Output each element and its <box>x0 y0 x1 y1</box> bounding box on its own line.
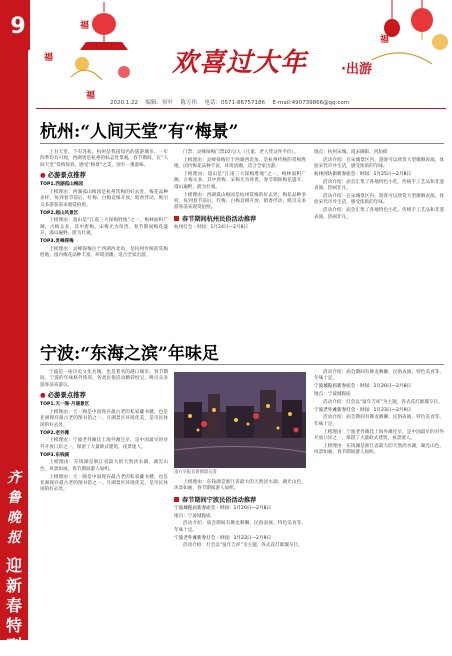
event-line: 宁波城隍庙新春庙会 · 时间：1月20日—2月8日 <box>314 384 412 390</box>
event-line: 活动介绍：灯会以“鼠年吉祥”为主题，各式花灯璀璨夺目。 <box>183 543 303 549</box>
section-heading: 春节期间杭州民俗活动推荐 <box>174 215 306 224</box>
lead-paragraph: 上有天堂，下有苏杭。杭州是我国知名的旅游城市。一年四季均有可观，西湖更是杭州的标志性景观。春节期间，在“人间天堂”赏梅探春，感受“梅景”之美，别有一番滋味。 <box>40 150 168 168</box>
banner-title: 欢喜过大年 <box>172 48 308 78</box>
event-line: 宁波老外滩新春灯会 · 时间：1月23日—2月9日 <box>314 407 412 413</box>
page-number: 9 <box>0 0 36 52</box>
masthead <box>30 0 450 112</box>
event-line: 杭州河坊街新春庙会 · 时间：1月25日—2月8日 <box>314 172 412 177</box>
designer: 陈万伟 <box>180 100 198 106</box>
spot-title: TOP2.老外滩 <box>40 430 70 436</box>
spot-text: 上榜理由：东钱湖是浙江省最大的天然淡水湖，湖光山色，风景如画，春节期间游人如织。 <box>40 460 168 472</box>
info-bar <box>110 98 349 106</box>
event-line: 宁波城隍庙新春庙会 · 时间：1月20日—2月8日 <box>174 505 272 511</box>
paper-name: 齐鲁晚报 <box>7 470 21 546</box>
spot-title: TOP1.天一阁·月湖景区 <box>40 402 90 408</box>
event-line: 活动介绍：庙会期间有舞龙舞狮、民俗表演、特色美食等，年味十足。 <box>314 370 444 382</box>
spot-text: 上榜理由：超山是“江南三大探梅胜地”之一，梅林面积广阔，古梅众多，其中唐梅、宋梅尤为珍贵。春节期间梅花盛开，漫山遍野，蔚为壮观。 <box>174 172 306 190</box>
spot-text: 上榜理由：东钱湖是浙江省最大的天然淡水湖，湖光山色，风景如画，春节期间游人如织。 <box>174 480 306 492</box>
editor: 编辑：侯叶 <box>145 100 174 106</box>
fu-character: 福 <box>380 35 390 45</box>
fu-character: 福 <box>80 21 90 31</box>
ningbo-headline: 宁波:“东海之滨”年味足 <box>40 344 219 364</box>
spot-text: 上榜理由：西湖孤山梅园是杭州赏梅的好去处，梅花品种多样，每到春节前后，红梅、白梅竞相开放，暗香浮动，吸引众多游客前来观赏拍照。 <box>40 190 168 208</box>
side-strip-text <box>3 468 25 656</box>
event-line: 活动介绍：庙会期间有舞龙舞狮、民俗表演、特色美食等，年味十足。 <box>174 521 306 533</box>
email: E-mail:490739866@qq.com <box>272 100 350 106</box>
event-line: 地点：杭州宋城、南宋御街、河坊街 <box>314 150 388 155</box>
hangzhou-column-1 <box>40 150 168 336</box>
phone: 电话：0571-86757186 <box>204 100 266 106</box>
ningbo-photo <box>174 372 306 468</box>
spot-text: 上榜理由：东钱湖是浙江省最大的天然淡水湖，湖光山色，风景如画，春节期间游人如织。 <box>314 443 444 456</box>
spot-title: TOP3.东钱湖 <box>40 452 70 458</box>
spot-title: TOP1.西湖孤山梅园 <box>40 182 83 188</box>
banner-subtitle: ·出游 <box>341 62 372 77</box>
lantern-ornament-left <box>66 2 142 92</box>
event-line: 宁波老外滩新春灯会 · 时间：1月23日—2月9日 <box>174 535 272 541</box>
spot-text: 上榜理由：超山是“江南三大探梅胜地”之一，梅林面积广阔，古梅众多，其中唐梅、宋梅尤为珍贵。春节期间梅花盛开，漫山遍野，蔚为壮观。 <box>40 218 168 237</box>
section-title: 迎新春特刊 <box>5 556 22 655</box>
hangzhou-column-3 <box>314 150 444 336</box>
event-line: 活动介绍：庙会期间有舞龙舞狮、民俗表演、特色美食等，年味十足。 <box>314 415 444 427</box>
spot-text: 上榜理由：西湖孤山梅园是杭州赏梅的好去处，梅花品种多样，每到春节前后，红梅、白梅竞相开放，暗香浮动，吸引众多游客前来观赏拍照。 <box>174 192 306 211</box>
masthead-rule <box>36 108 446 109</box>
hangzhou-column-2 <box>174 150 306 336</box>
event-line: 活动介绍：在宋城景区内，游客可以欣赏大型歌舞表演，体验宋代市井生活，感受浓浓的年味。 <box>314 194 444 206</box>
ningbo-column-3 <box>314 370 444 636</box>
spot-text: 上榜理由：天一阁是中国现存最古老的私家藏书楼，也是亚洲现存最古老的图书馆之一。月湖景区环境优美，是市民休闲的好去处。 <box>40 474 168 493</box>
spot-title: TOP2.超山风景区 <box>40 210 79 216</box>
spot-title: TOP3.灵峰探梅 <box>40 239 74 245</box>
event-line: 地点：宁波城隍庙 <box>174 513 211 519</box>
fu-character: 福 <box>44 53 54 63</box>
divider <box>40 143 444 144</box>
issue-date: 2020.1.22 <box>110 100 138 106</box>
ningbo-column-2 <box>174 480 306 636</box>
lantern-ornament-right <box>352 0 452 92</box>
fu-character: 福 <box>86 91 96 101</box>
lead-paragraph: 宁波是一座历史文化名城，也是著名的港口城市。春节期间，宁波的年味格外浓厚，各类民俗活动精彩纷呈，吸引众多游客前来游玩。 <box>40 370 168 388</box>
spot-text: 上榜理由：宁波老外滩比上海外滩还早，是中国最早的对外开放口岸之一，保留了大量欧式建筑，夜景迷人。 <box>314 429 444 441</box>
event-line: 活动介绍：庙会汇集了各地特色小吃、传统手工艺品和非遗表演，热闹非凡。 <box>314 179 444 192</box>
spot-text: 上榜理由：灵峰探梅位于西湖西北角，是杭州传统的赏梅胜地，园内梅花品种丰富，环境清幽，适合全家出游。 <box>174 157 306 170</box>
event-line: 活动介绍：庙会汇集了各地特色小吃、传统手工艺品和非遗表演，热闹非凡。 <box>314 208 444 220</box>
divider <box>40 364 444 365</box>
spot-text: 上榜理由：宁波老外滩比上海外滩还早，是中国最早的对外开放口岸之一，保留了大量欧式建筑，夜景迷人。 <box>40 438 168 450</box>
event-line: 活动介绍：在宋城景区内，游客可以欣赏大型歌舞表演，体验宋代市井生活，感受浓浓的年味。 <box>314 157 444 170</box>
hangzhou-headline: 杭州:“人间天堂”有“梅景” <box>40 122 239 142</box>
ningbo-column-1 <box>40 370 168 636</box>
event-line: 杭州灯会 · 时间：1月24日—2月8日 <box>174 224 249 230</box>
ticket-info: 门票：灵峰探梅门票10元/人（儿童、老人凭证件半价）。 <box>183 150 299 155</box>
section-heading: ● 必游景点推荐 <box>40 171 86 180</box>
event-line: 活动介绍：灯会以“鼠年吉祥”为主题，各式花灯璀璨夺目。 <box>323 399 443 405</box>
spot-text: 上榜理由：天一阁是中国现存最古老的私家藏书楼，也是亚洲现存最古老的图书馆之一。月湖景区环境优美，是市民休闲的好去处。 <box>40 410 168 428</box>
section-heading: 春节期间宁波民俗活动推荐 <box>174 496 306 505</box>
photo-caption: 南方早报首席摄影记者 <box>174 470 217 475</box>
spot-text: 上榜理由：灵峰探梅位于西湖西北角，是杭州传统的赏梅胜地，园内梅花品种丰富，环境清幽，适合全家出游。 <box>40 246 168 259</box>
event-line: 地点：宁波城隍庙 <box>314 392 351 397</box>
section-heading: ● 必游景点推荐 <box>40 391 86 400</box>
